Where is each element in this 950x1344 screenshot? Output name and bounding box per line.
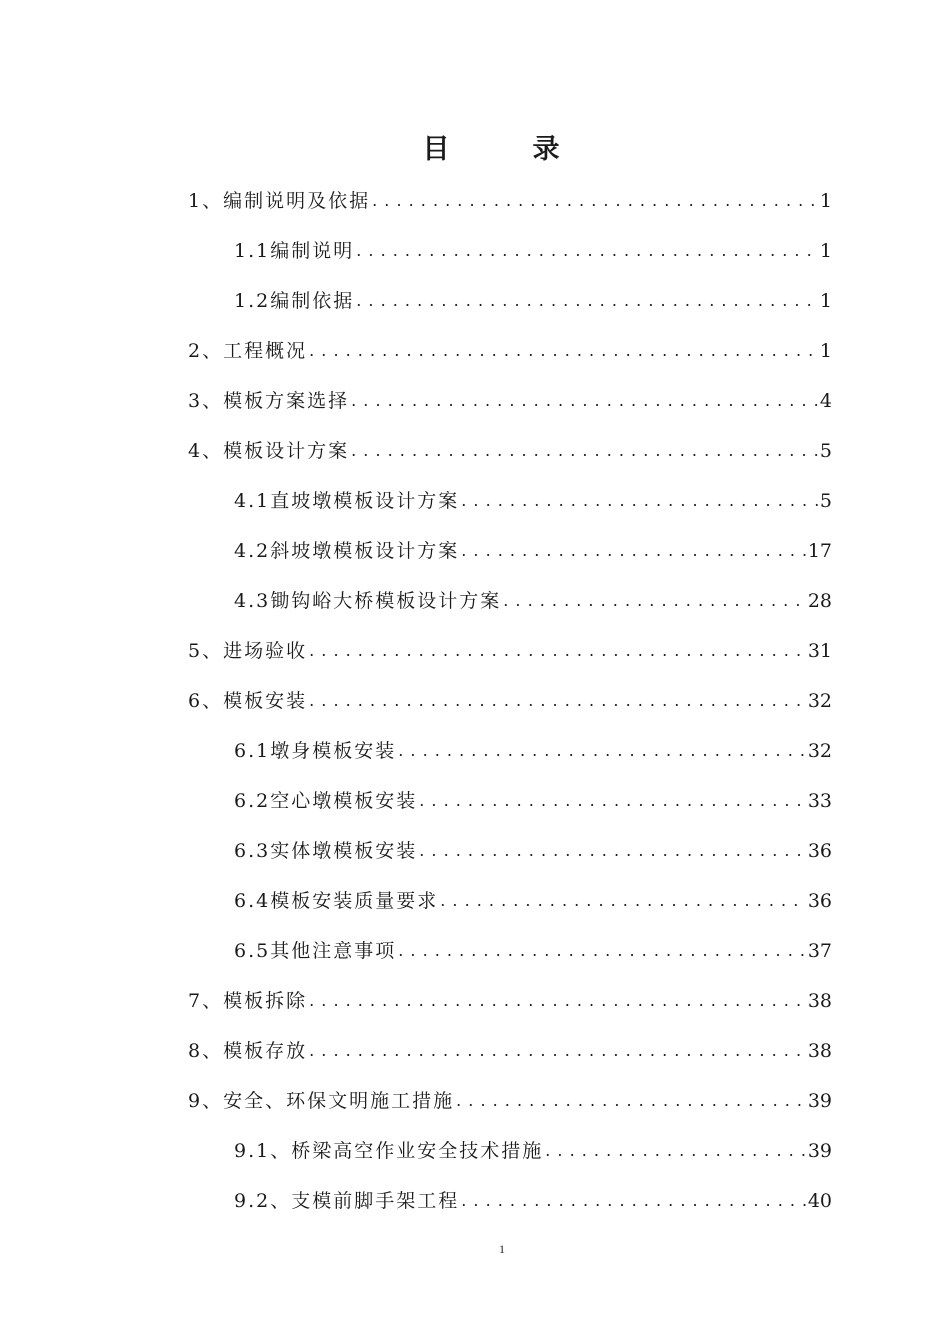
toc-entry-title: 3、模板方案选择	[188, 390, 350, 412]
toc-entry-title: 6.3实体墩模板安装	[234, 840, 418, 862]
toc-entry-title: 9.2、支模前脚手架工程	[234, 1190, 460, 1212]
toc-entry-title: 4、模板设计方案	[188, 440, 350, 462]
toc-dot-leader	[419, 826, 806, 876]
toc-entry[interactable]	[234, 226, 832, 276]
toc-dot-leader	[545, 1126, 806, 1176]
toc-entry[interactable]	[188, 326, 832, 376]
toc-entry-title: 4.3锄钩峪大桥模板设计方案	[234, 590, 502, 612]
toc-dot-leader	[503, 576, 806, 626]
toc-entry-title: 9.1、桥梁高空作业安全技术措施	[234, 1140, 544, 1162]
toc-entry[interactable]	[234, 726, 832, 776]
toc-entry[interactable]	[234, 1176, 832, 1226]
toc-entry-title: 1.2编制依据	[234, 290, 355, 312]
toc-dot-leader	[456, 1076, 806, 1126]
toc-entry-title: 9、安全、环保文明施工措施	[188, 1090, 455, 1112]
toc-dot-leader	[372, 176, 818, 226]
toc-dot-leader	[398, 726, 806, 776]
toc-dot-leader	[309, 326, 818, 376]
toc-entry-page: 5	[819, 440, 832, 462]
toc-entry-page: 17	[807, 540, 832, 562]
toc-entry-page: 28	[807, 590, 832, 612]
toc-entry-title: 6.5其他注意事项	[234, 940, 397, 962]
toc-entry[interactable]	[188, 1026, 832, 1076]
toc-dot-leader	[356, 226, 818, 276]
toc-entry-title: 6.2空心墩模板安装	[234, 790, 418, 812]
toc-entry-page: 4	[819, 390, 832, 412]
toc-dot-leader	[309, 976, 806, 1026]
toc-entry-page: 38	[807, 990, 832, 1012]
toc-entry-title: 5、进场验收	[188, 640, 308, 662]
toc-dot-leader	[461, 476, 818, 526]
toc-entry[interactable]	[188, 426, 832, 476]
toc-entry-page: 32	[807, 690, 832, 712]
toc-dot-leader	[351, 426, 818, 476]
toc-entry[interactable]	[188, 976, 832, 1026]
toc-entry-title: 6.1墩身模板安装	[234, 740, 397, 762]
toc-dot-leader	[351, 376, 818, 426]
toc-entry[interactable]	[234, 526, 832, 576]
toc-entry-page: 39	[807, 1090, 832, 1112]
toc-entry-page: 1	[819, 290, 832, 312]
toc-entry[interactable]	[234, 476, 832, 526]
toc-entry-page: 40	[807, 1190, 832, 1212]
toc-dot-leader	[356, 276, 818, 326]
toc-entry[interactable]	[234, 926, 832, 976]
toc-entry-page: 1	[819, 340, 832, 362]
toc-entry[interactable]	[188, 1076, 832, 1126]
toc-entry[interactable]	[188, 626, 832, 676]
toc-entry[interactable]	[188, 176, 832, 226]
toc-entry-page: 33	[807, 790, 832, 812]
toc-entry-title: 6.4模板安装质量要求	[234, 890, 439, 912]
toc-entry-page: 32	[807, 740, 832, 762]
toc-entry[interactable]	[234, 576, 832, 626]
toc-dot-leader	[419, 776, 806, 826]
toc-entry-page: 1	[819, 190, 832, 212]
toc-entry[interactable]	[188, 376, 832, 426]
toc-dot-leader	[309, 1026, 806, 1076]
toc-entry[interactable]	[188, 676, 832, 726]
toc-dot-leader	[440, 876, 806, 926]
toc-entry-page: 5	[819, 490, 832, 512]
toc-entry[interactable]	[234, 276, 832, 326]
toc-entry-page: 31	[807, 640, 832, 662]
toc-entry-page: 37	[807, 940, 832, 962]
toc-entry-title: 4.2斜坡墩模板设计方案	[234, 540, 460, 562]
toc-title: 目 录	[422, 134, 588, 165]
toc-entry-title: 4.1直坡墩模板设计方案	[234, 490, 460, 512]
toc-entry-title: 2、工程概况	[188, 340, 308, 362]
toc-entry-title: 1.1编制说明	[234, 240, 355, 262]
toc-entry-page: 39	[807, 1140, 832, 1162]
toc-entry-title: 7、模板拆除	[188, 990, 308, 1012]
toc-dot-leader	[309, 676, 806, 726]
toc-entry-page: 1	[819, 240, 832, 262]
toc-dot-leader	[461, 526, 806, 576]
toc-dot-leader	[398, 926, 806, 976]
toc-entry-title: 8、模板存放	[188, 1040, 308, 1062]
toc-dot-leader	[309, 626, 806, 676]
toc-entry[interactable]	[234, 826, 832, 876]
toc-entry-page: 36	[807, 840, 832, 862]
toc-entry-page: 38	[807, 1040, 832, 1062]
toc-entry-title: 1、编制说明及依据	[188, 190, 371, 212]
toc-entry-page: 36	[807, 890, 832, 912]
toc-entry[interactable]	[234, 1126, 832, 1176]
footer-page-number: 1	[499, 1242, 505, 1256]
toc-entry-title: 6、模板安装	[188, 690, 308, 712]
toc-entry[interactable]	[234, 776, 832, 826]
toc-dot-leader	[461, 1176, 806, 1226]
toc-entry[interactable]	[234, 876, 832, 926]
